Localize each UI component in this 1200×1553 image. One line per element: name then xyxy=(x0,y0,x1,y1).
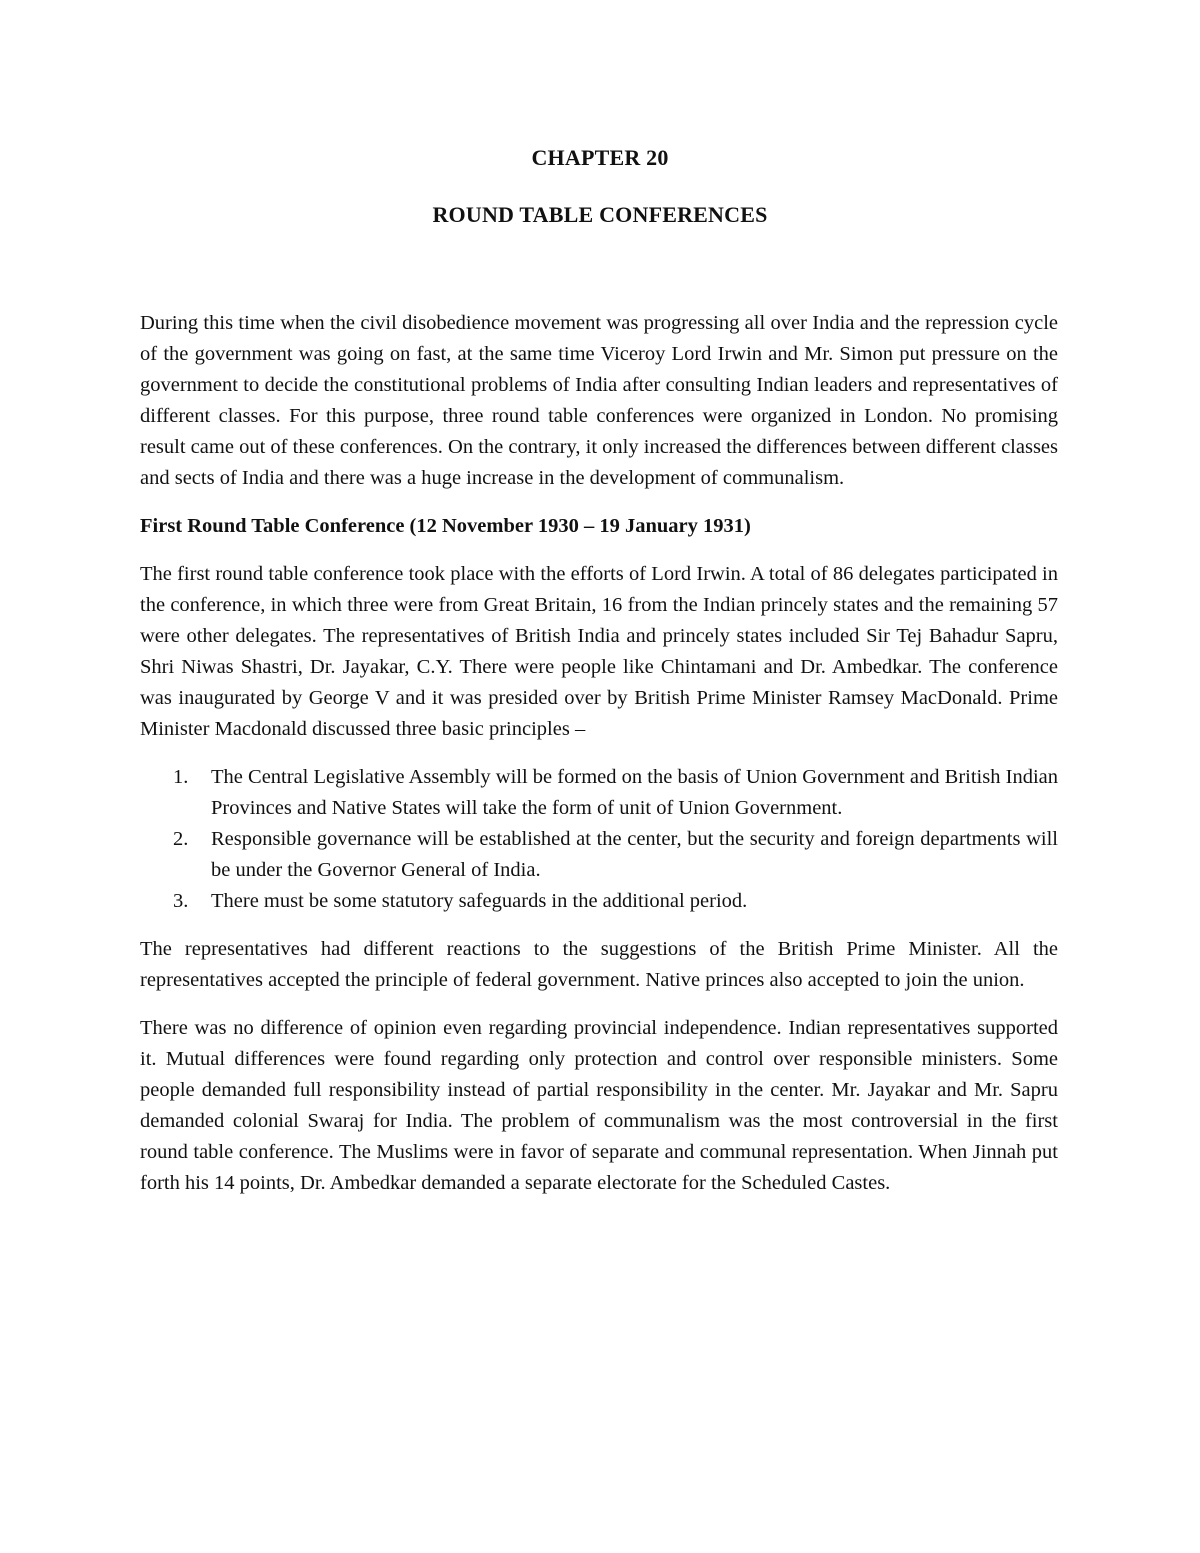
list-item-text: There must be some statutory safeguards in the additional period. xyxy=(211,890,748,912)
closing-paragraph: There was no difference of opinion even regarding provincial independence. Indian representatives supported it. Mutual differences were found regarding only protection and control over responsible ministers. Some people demanded full responsibility instead of partial responsibility in the center. Mr. Jayakar and Mr. Sapru demanded colonial Swaraj for India. The problem of communalism was the most controversial in the first round table conference. The Muslims were in favor of separate and communal representation. When Jinnah put forth his 14 points, Dr. Ambedkar demanded a separate electorate for the Scheduled Castes. xyxy=(140,1017,1058,1194)
section-heading: First Round Table Conference (12 November 1930 – 19 January 1931) xyxy=(140,515,751,537)
list-item xyxy=(140,886,1058,917)
reactions-paragraph: The representatives had different reactions to the suggestions of the British Prime Minister. All the representatives accepted the principle of federal government. Native princes also accepted to join the union. xyxy=(140,938,1058,991)
list-item-number: 1. xyxy=(173,766,189,788)
chapter-title: ROUND TABLE CONFERENCES xyxy=(432,202,768,227)
list-item-number: 2. xyxy=(173,828,189,850)
chapter-heading: CHAPTER 20 xyxy=(531,145,669,170)
document-body xyxy=(140,308,1058,1216)
list-item-text: Responsible governance will be established at the center, but the security and foreign departments will be under the Governor General of India. xyxy=(211,828,1058,881)
intro-paragraph: During this time when the civil disobedience movement was progressing all over India and the repression cycle of the government was going on fast, at the same time Viceroy Lord Irwin and Mr. Simon put pressure on the government to decide the constitutional problems of India after consulting Indian leaders and representatives of different classes. For this purpose, three round table conferences were organized in London. No promising result came out of these conferences. On the contrary, it only increased the differences between different classes and sects of India and there was a huge increase in the development of communalism. xyxy=(140,312,1058,489)
list-item-number: 3. xyxy=(173,890,189,912)
principles-list xyxy=(140,762,1058,917)
section-paragraph: The first round table conference took place with the efforts of Lord Irwin. A total of 86 delegates participated in the conference, in which three were from Great Britain, 16 from the Indian princely states and the remaining 57 were other delegates. The representatives of British India and princely states included Sir Tej Bahadur Sapru, Shri Niwas Shastri, Dr. Jayakar, C.Y. There were people like Chintamani and Dr. Ambedkar. The conference was inaugurated by George V and it was presided over by British Prime Minister Ramsey MacDonald. Prime Minister Macdonald discussed three basic principles – xyxy=(140,563,1058,740)
list-item-text: The Central Legislative Assembly will be formed on the basis of Union Government and British Indian Provinces and Native States will take the form of unit of Union Government. xyxy=(211,766,1058,819)
list-item xyxy=(140,762,1058,824)
list-item xyxy=(140,824,1058,886)
